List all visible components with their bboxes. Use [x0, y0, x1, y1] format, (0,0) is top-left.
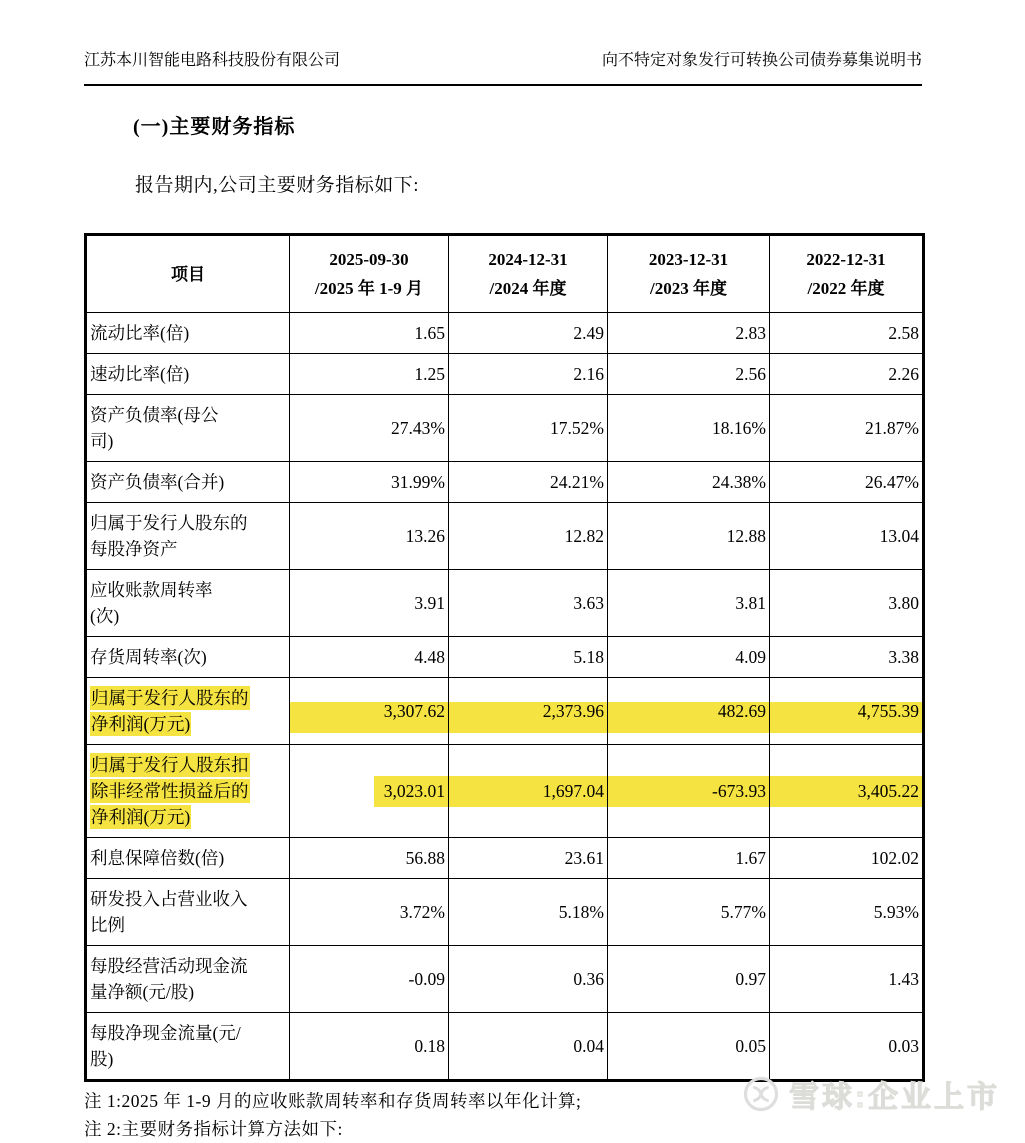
value-cell: [608, 678, 770, 745]
doc-header-title: 向不特定对象发行可转换公司债券募集说明书: [601, 52, 922, 69]
cell-value: 3.80: [888, 593, 919, 613]
cell-value: 13.26: [405, 526, 445, 546]
cell-value: -673.93: [712, 781, 766, 801]
cell-value: 5.18: [573, 647, 604, 667]
cell-value: 1.65: [414, 323, 445, 343]
value-cell: [449, 313, 608, 354]
cell-value: 3,307.62: [383, 701, 445, 721]
value-cell: [608, 637, 770, 678]
column-header-cell: [770, 235, 924, 313]
value-cell: [449, 745, 608, 838]
row-label-line: 每股经营活动现金流: [90, 956, 248, 976]
row-label-cell: [86, 838, 290, 879]
cell-value: 13.04: [879, 526, 919, 546]
value-cell: [608, 462, 770, 503]
column-header-line: /2023 年度: [650, 279, 727, 298]
cell-value: 5.18%: [558, 902, 604, 922]
cell-value: 17.52%: [550, 418, 604, 438]
value-cell: [770, 570, 924, 637]
value-cell: [290, 637, 449, 678]
cell-value: 2.26: [888, 364, 919, 384]
value-cell: [770, 462, 924, 503]
watermark-text: 雪球:企业上市: [789, 1081, 1000, 1114]
row-label-line: 研发投入占营业收入: [90, 889, 248, 909]
value-cell: [290, 570, 449, 637]
note-2: 注 2:主要财务指标计算方法如下:: [84, 1119, 343, 1139]
value-cell: [290, 503, 449, 570]
cell-value: 5.77%: [720, 902, 766, 922]
value-cell: [770, 637, 924, 678]
notes: [84, 1087, 922, 1143]
value-cell: [449, 354, 608, 395]
row-label-cell: [86, 395, 290, 462]
value-cell: [770, 946, 924, 1013]
cell-value: 4,755.39: [857, 701, 919, 721]
table-row: [86, 1013, 924, 1081]
value-cell: [449, 946, 608, 1013]
cell-value: 0.97: [735, 969, 766, 989]
column-header-line: /2025 年 1-9 月: [314, 279, 424, 298]
value-cell: [770, 313, 924, 354]
row-label-cell: [86, 313, 290, 354]
section-heading: (一)主要财务指标: [133, 116, 296, 138]
value-cell: [449, 637, 608, 678]
value-cell: [770, 1013, 924, 1081]
value-cell: [290, 838, 449, 879]
row-label-line: 除非经常性损益后的: [91, 781, 249, 801]
cell-value: 3,405.22: [857, 781, 919, 801]
value-cell: [608, 503, 770, 570]
cell-value: 1.25: [414, 364, 445, 384]
row-label-line: 速动比率(倍): [90, 364, 190, 384]
cell-value: 18.16%: [712, 418, 766, 438]
cell-value: 0.03: [888, 1036, 919, 1056]
column-header-line: /2022 年度: [807, 279, 885, 298]
cell-value: 102.02: [870, 848, 919, 868]
table-header-row: [86, 235, 924, 313]
cell-value: 2.83: [735, 323, 766, 343]
value-cell: [449, 395, 608, 462]
cell-value: 2.56: [735, 364, 766, 384]
cell-value: 24.21%: [550, 472, 604, 492]
row-label-line: 归属于发行人股东的: [91, 688, 249, 708]
row-label-line: 每股净现金流量(元/: [90, 1023, 241, 1043]
cell-value: 2.16: [573, 364, 604, 384]
value-cell: [290, 946, 449, 1013]
cell-value: 3.81: [735, 593, 766, 613]
value-cell: [770, 678, 924, 745]
row-label-cell: [86, 1013, 290, 1081]
cell-value: 21.87%: [865, 418, 919, 438]
doc-header-company: 江苏本川智能电路科技股份有限公司: [84, 52, 341, 69]
row-label-cell: [86, 879, 290, 946]
column-header-line: 2022-12-31: [806, 250, 886, 269]
cell-value: 27.43%: [391, 418, 445, 438]
table-row: [86, 395, 924, 462]
row-label-line: 存货周转率(次): [90, 647, 207, 667]
column-header-line: 2023-12-31: [648, 250, 729, 269]
row-label-cell: [86, 637, 290, 678]
column-header-line: 项目: [171, 264, 205, 284]
cell-value: 12.88: [726, 526, 766, 546]
table-row: [86, 313, 924, 354]
doc-header: [84, 0, 922, 86]
cell-value: 3.38: [888, 647, 919, 667]
value-cell: [608, 313, 770, 354]
cell-value: 56.88: [405, 848, 445, 868]
value-cell: [290, 354, 449, 395]
value-cell: [608, 745, 770, 838]
value-cell: [449, 678, 608, 745]
row-label-line: 应收账款周转率: [90, 580, 213, 600]
cell-value: 2.58: [888, 323, 919, 343]
value-cell: [290, 879, 449, 946]
cell-value: 3.91: [414, 593, 445, 613]
cell-value: -0.09: [408, 969, 445, 989]
row-label-line: 每股净资产: [90, 539, 178, 559]
value-cell: [449, 1013, 608, 1081]
value-cell: [449, 503, 608, 570]
table-row: [86, 879, 924, 946]
column-header-line: 2025-09-30: [329, 250, 409, 269]
cell-value: 482.69: [717, 701, 766, 721]
row-label-line: 利息保障倍数(倍): [90, 848, 225, 868]
cell-value: 23.61: [564, 848, 604, 868]
table-row: [86, 946, 924, 1013]
column-header-line: 2024-12-31: [488, 250, 568, 269]
column-header-cell: [608, 235, 770, 313]
cell-value: 1,697.04: [542, 781, 604, 801]
cell-value: 5.93%: [873, 902, 919, 922]
cell-value: 31.99%: [391, 472, 445, 492]
cell-value: 0.36: [573, 969, 604, 989]
row-label-line: 比例: [90, 915, 125, 935]
row-label-line: 流动比率(倍): [90, 323, 190, 343]
cell-value: 0.18: [414, 1036, 445, 1056]
value-cell: [770, 503, 924, 570]
cell-value: 2.49: [573, 323, 604, 343]
value-cell: [608, 838, 770, 879]
row-label-line: 净利润(万元): [91, 807, 191, 827]
cell-value: 2,373.96: [542, 701, 604, 721]
value-cell: [290, 313, 449, 354]
row-label-cell: [86, 745, 290, 838]
value-cell: [608, 1013, 770, 1081]
cell-value: 24.38%: [712, 472, 766, 492]
row-label-line: 股): [90, 1049, 114, 1069]
value-cell: [770, 838, 924, 879]
value-cell: [770, 395, 924, 462]
value-cell: [770, 354, 924, 395]
value-cell: [290, 395, 449, 462]
row-label-line: 资产负债率(母公: [90, 405, 219, 425]
cell-value: 0.04: [573, 1036, 604, 1056]
cell-value: 3,023.01: [383, 781, 445, 801]
note-1: 注 1:2025 年 1-9 月的应收账款周转率和存货周转率以年化计算;: [84, 1091, 582, 1111]
row-label-line: 净利润(万元): [91, 714, 191, 734]
cell-value: 4.09: [735, 647, 766, 667]
row-label-cell: [86, 503, 290, 570]
table-row: [86, 838, 924, 879]
table-row: [86, 503, 924, 570]
financial-indicators-table: [84, 233, 925, 1082]
table-row: [86, 354, 924, 395]
value-cell: [449, 570, 608, 637]
column-header-cell: [86, 235, 290, 313]
value-cell: [770, 745, 924, 838]
table-row: [86, 678, 924, 745]
row-label-line: (次): [90, 606, 120, 626]
row-label-line: 归属于发行人股东的: [90, 513, 248, 533]
value-cell: [608, 946, 770, 1013]
cell-value: 3.72%: [399, 902, 445, 922]
value-cell: [449, 838, 608, 879]
value-cell: [290, 678, 449, 745]
value-cell: [290, 1013, 449, 1081]
cell-value: 1.67: [735, 848, 766, 868]
column-header-line: /2024 年度: [489, 279, 567, 298]
cell-value: 26.47%: [865, 472, 919, 492]
column-header-cell: [449, 235, 608, 313]
row-label-line: 归属于发行人股东扣: [91, 755, 249, 775]
row-label-line: 资产负债率(合并): [90, 472, 225, 492]
value-cell: [608, 354, 770, 395]
cell-value: 3.63: [573, 593, 604, 613]
row-label-cell: [86, 678, 290, 745]
value-cell: [449, 879, 608, 946]
table-row: [86, 462, 924, 503]
value-cell: [449, 462, 608, 503]
row-label-line: 量净额(元/股): [90, 982, 195, 1002]
row-label-cell: [86, 462, 290, 503]
value-cell: [290, 745, 449, 838]
row-label-cell: [86, 354, 290, 395]
intro-paragraph: 报告期内,公司主要财务指标如下:: [135, 175, 420, 196]
value-cell: [770, 879, 924, 946]
cell-value: 4.48: [414, 647, 445, 667]
row-label-cell: [86, 946, 290, 1013]
table-row: [86, 745, 924, 838]
table-row: [86, 570, 924, 637]
row-label-cell: [86, 570, 290, 637]
cell-value: 12.82: [564, 526, 604, 546]
value-cell: [608, 879, 770, 946]
value-cell: [608, 570, 770, 637]
cell-value: 0.05: [735, 1036, 766, 1056]
column-header-cell: [290, 235, 449, 313]
cell-value: 1.43: [888, 969, 919, 989]
table-row: [86, 637, 924, 678]
value-cell: [290, 462, 449, 503]
value-cell: [608, 395, 770, 462]
row-label-line: 司): [90, 431, 114, 451]
